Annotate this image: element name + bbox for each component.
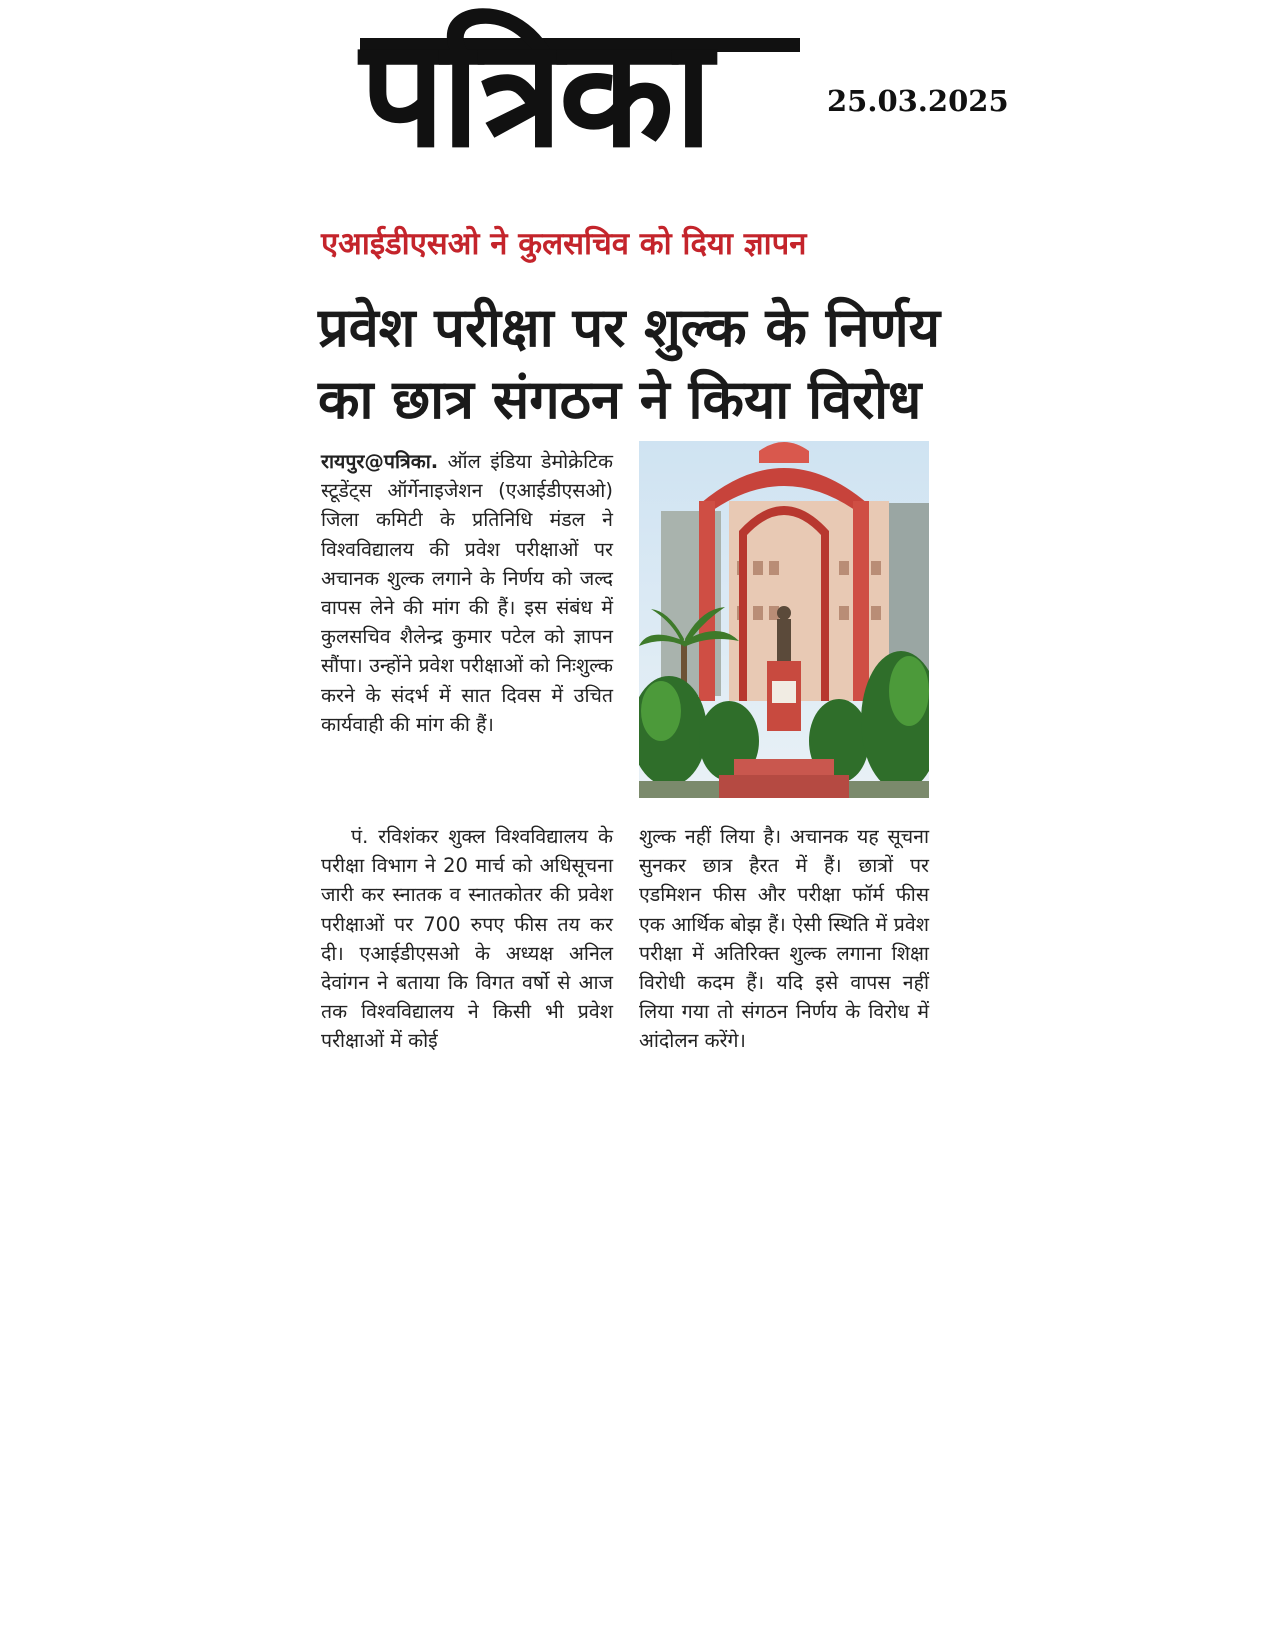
- headline-line-2: का छात्र संगठन ने किया विरोध: [318, 368, 922, 431]
- newspaper-masthead: [360, 5, 800, 181]
- article-column-2: शुल्क नहीं लिया है। अचानक यह सूचना सुनकर छात्र हैरत में हैं। छात्रों पर एडमिशन फीस और परीक्षा फॉर्म फीस एक आर्थिक बोझ हैं। ऐसी स्थिति में प्रवेश परीक्षा में अतिरिक्त शुल्क लगाना शिक्षा विरोधी कदम हैं। यदि इसे वापस नहीं लिया गया तो संगठन निर्णय के विरोध में आंदोलन करेंगे।: [639, 825, 929, 1053]
- newspaper-name: पत्रिका: [360, 5, 709, 181]
- article-kicker: एआईडीएसओ ने कुलसचिव को दिया ज्ञापन: [321, 226, 807, 262]
- publication-date: 25.03.2025: [827, 84, 1009, 118]
- dateline: रायपुर@पत्रिका.: [321, 450, 439, 473]
- university-building-photo: [639, 441, 929, 798]
- article-headline: [318, 292, 941, 436]
- paragraph-1: ऑल इंडिया डेमोक्रेटिक स्टूडेंट्स ऑर्गेनाइजेशन (एआईडीएसओ) जिला कमिटी के प्रतिनिधि मंडल ने विश्वविद्यालय की प्रवेश परीक्षाओं पर अचानक शुल्क लगाने के निर्णय को जल्द वापस लेने की मांग की हैं। इस संबंध में कुलसचिव शैलेन्द्र कुमार पटेल को ज्ञापन सौंपा। उन्होंने प्रवेश परीक्षाओं को निःशुल्क करने के संदर्भ में सात दिवस में उचित कार्यवाही की मांग की हैं।: [321, 450, 613, 736]
- headline-line-1: प्रवेश परीक्षा पर शुल्क के निर्णय: [318, 296, 941, 359]
- article-column-1-bottom: पं. रविशंकर शुक्ल विश्वविद्यालय के परीक्षा विभाग ने 20 मार्च को अधिसूचना जारी कर स्नातक व स्नातकोतर की प्रवेश परीक्षाओं पर 700 रुपए फीस तय कर दी। एआईडीएसओ के अध्यक्ष अनिल देवांगन ने बताया कि विगत वर्षो से आज तक विश्वविद्यालय ने किसी भी प्रवेश परीक्षाओं में कोई: [321, 825, 613, 1053]
- article-column-1-top: [321, 447, 613, 739]
